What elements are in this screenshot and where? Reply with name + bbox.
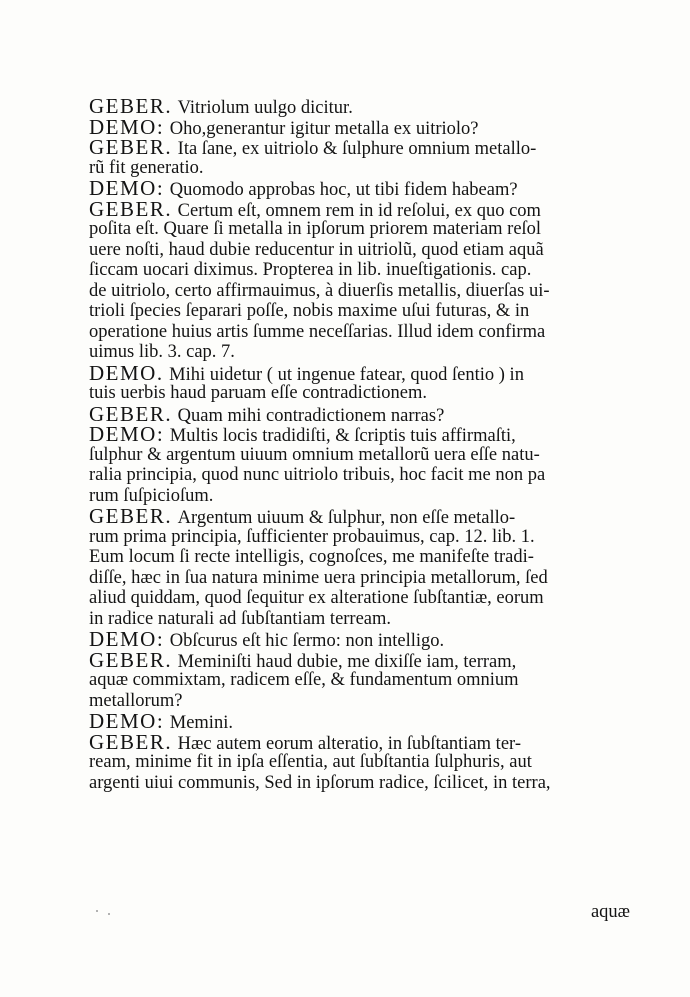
speech-text: ralia principia, quod nunc uitriolo tribuis, hoc facit me non pa <box>89 465 546 485</box>
speech-text: trioli ſpecies ſeparari poſſe, nobis maxime uſui futuras, & in <box>89 301 530 321</box>
speech-text: poſita eſt. Quare ſi metalla in ipſorum priorem materiam reſol <box>89 219 542 239</box>
text-line <box>89 568 633 589</box>
speech-text: Quam mihi contradictionem narras? <box>177 405 445 426</box>
catchword: aquæ <box>590 902 630 922</box>
text-line <box>89 629 633 650</box>
speech-text: tuis uerbis haud paruam eſſe contradictionem. <box>89 383 428 403</box>
text-line <box>89 506 633 527</box>
speaker-label: GEBER. <box>89 135 173 159</box>
speaker-label: GEBER. <box>89 729 173 754</box>
speaker-label: GEBER. <box>89 504 173 528</box>
ink-speck <box>96 910 98 912</box>
text-line <box>89 647 633 672</box>
text-line <box>89 196 633 221</box>
speaker-label: DEMO: <box>89 627 165 651</box>
speech-text: in radice naturali ad ſubſtantiam terream. <box>89 608 392 629</box>
speech-text: Oho,generantur igitur metalla ex uitriolo? <box>169 118 479 139</box>
text-line <box>89 322 633 343</box>
speech-text: metallorum? <box>89 690 183 711</box>
speech-text: ream, minime fit in ipſa eſſentia, aut ſubſtantia ſulphuris, aut <box>89 752 532 772</box>
text-line <box>89 401 633 426</box>
text-line <box>89 137 633 158</box>
speaker-label: GEBER. <box>89 196 173 221</box>
speech-text: Meminiſti haud dubie, me dixiſſe iam, terram, <box>177 651 517 672</box>
speech-text: ſulphur & argentum uiuum omnium metallorũ uera eſſe natu- <box>89 444 540 465</box>
text-line <box>89 773 633 794</box>
speaker-label: GEBER. <box>89 94 173 118</box>
speech-text: diſſe, hæc in ſua natura minime uera principia metallorum, ſed <box>89 567 548 588</box>
speech-text: uere noſti, haud dubie reducentur in uitriolũ, quod etiam aquã <box>89 239 544 260</box>
speech-text: Mihi uidetur ( ut ingenue fatear, quod ſentio ) in <box>169 364 524 385</box>
text-line <box>89 360 633 385</box>
speech-text: Eum locum ſi recte intelligis, cognoſces, me manifeſte tradi- <box>89 547 534 567</box>
text-line <box>89 670 633 691</box>
speaker-label: DEMO: <box>89 422 165 446</box>
text-line <box>89 260 633 281</box>
speech-text: Certum eſt, omnem rem in id reſolui, ex quo com <box>177 200 541 221</box>
text-line <box>89 158 633 179</box>
ink-speck <box>108 913 110 915</box>
text-line <box>89 752 633 773</box>
text-line <box>89 383 633 404</box>
speech-text: Multis locis tradidiſti, & ſcriptis tuis affirmaſti, <box>169 426 516 446</box>
text-line <box>89 527 633 548</box>
text-line <box>89 486 633 507</box>
text-line <box>89 114 633 139</box>
text-line <box>89 281 633 302</box>
speaker-label: GEBER. <box>89 647 173 672</box>
speech-text: Obſcurus eſt hic ſermo: non intelligo. <box>169 631 445 651</box>
speaker-label: DEMO: <box>89 114 165 139</box>
text-line <box>89 219 633 240</box>
text-line <box>89 465 633 486</box>
speech-text: argenti uiui communis, Sed in ipſorum radice, ſcilicet, in terra, <box>89 772 551 793</box>
text-line <box>89 96 633 117</box>
speech-text: operatione huius artis ſumme neceſſarias. Illud idem confirma <box>89 321 546 342</box>
speaker-label: DEMO: <box>89 709 165 733</box>
text-line <box>89 711 633 732</box>
speech-text: aquæ commixtam, radicem eſſe, & fundamentum omnium <box>89 670 519 690</box>
text-line <box>89 729 633 754</box>
speech-text: ſiccam uocari diximus. Propterea in lib. inueſtigationis. cap. <box>89 260 532 280</box>
speech-text: Ita ſane, ex uitriolo & ſulphure omnium metallo- <box>177 139 537 159</box>
speech-text: aliud quiddam, quod ſequitur ex alteratione ſubſtantiæ, eorum <box>89 588 544 608</box>
text-line <box>89 342 633 363</box>
dialogue-text <box>89 96 633 793</box>
speech-text: Vitriolum uulgo dicitur. <box>177 98 353 118</box>
speaker-label: DEMO. <box>89 360 164 385</box>
text-line <box>89 301 633 322</box>
speech-text: Hæc autem eorum alteratio, in ſubſtantiam ter- <box>177 733 521 754</box>
speech-text: rum ſuſpicioſum. <box>89 485 214 506</box>
speaker-label: GEBER. <box>89 401 173 426</box>
speech-text: Quomodo approbas hoc, ut tibi fidem habeam? <box>169 180 518 200</box>
speech-text: uimus lib. 3. cap. 7. <box>89 342 235 362</box>
speech-text: rum prima principia, ſufficienter probauimus, cap. 12. lib. 1. <box>89 526 535 547</box>
speaker-label: DEMO: <box>89 176 165 200</box>
speech-text: rũ fit generatio. <box>89 157 204 178</box>
text-line <box>89 178 633 199</box>
speech-text: Memini. <box>169 713 233 733</box>
speech-text: de uitriolo, certo affirmauimus, à diuerſis metallis, diuerſas ui- <box>89 280 550 301</box>
text-line <box>89 691 633 712</box>
text-line <box>89 588 633 609</box>
text-line <box>89 240 633 261</box>
text-line <box>89 609 633 630</box>
text-line <box>89 424 633 445</box>
text-line <box>89 445 633 466</box>
speech-text: Argentum uiuum & ſulphur, non eſſe metallo- <box>177 508 516 528</box>
text-line <box>89 547 633 568</box>
